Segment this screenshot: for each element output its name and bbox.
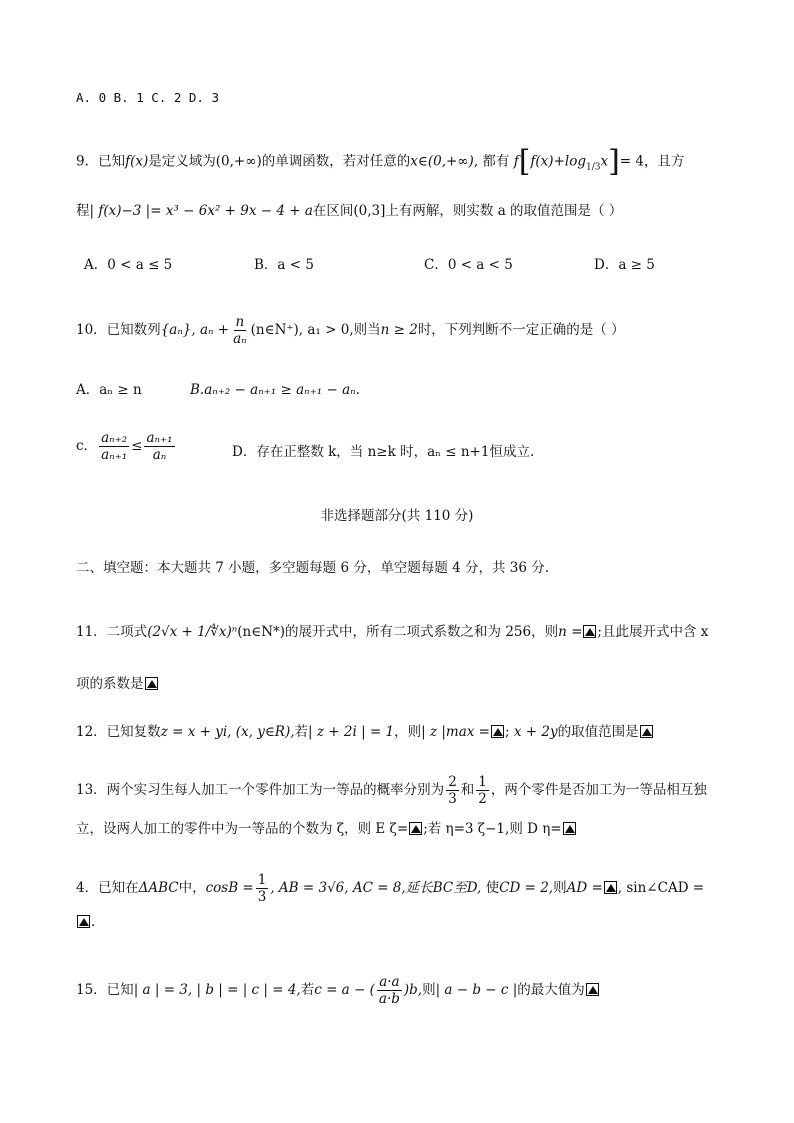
q10-option-c [76,430,177,463]
q8-options: A. 0 B. 1 C. 2 D. 3 [76,90,219,105]
q10-c-num2: aₙ₊₁ [146,430,173,446]
q14-text-d: 使 [481,880,500,896]
q15-c-def: c = a − ( [314,982,375,998]
q9-inner-expr: f(x)+log [530,153,586,170]
q10-c-num1: aₙ₊₂ [101,430,128,446]
q12-zmax: | z |max = [421,724,490,740]
q12-z: z = x + yi, (x, y∈R), [160,724,295,740]
q14-text-a: 4．已知在 [76,880,139,896]
answer-blank-icon[interactable] [145,677,158,690]
q15-expr: | a − b − c | [435,982,518,998]
section-title: 非选择题部分(共 110 分) [320,508,474,524]
q15-c-def-end: )b, [403,982,423,998]
q10-frac-num: n [235,314,245,330]
q14-end: . [91,914,96,930]
q13-text-d: ;若 η=3 ζ−1,则 D η= [423,821,562,837]
q10-frac-den: aₙ [233,331,247,347]
answer-blank-icon[interactable] [409,822,422,835]
q10-seq: {aₙ} [160,322,192,338]
answer-blank-icon[interactable] [640,725,653,738]
q14-line2 [76,912,95,932]
q9-line1: 9．已知f(x)是定义域为(0,+∞)的单调函数，若对任意的x∈(0,+∞), 都有 $f[f(x)+\log_{1/3}x]= 4$，且方 [76,144,685,179]
q12-cond: | z + 2i | = 1 [308,724,395,740]
q9-text-h: 上有两解，则实数 a 的取值范围是（ ） [385,203,623,219]
q9-text-d: , 都有 [473,153,510,170]
q14-cos-num: 1 [257,872,267,888]
q12-text-c: ，则 [394,724,422,740]
q13-text-b: ，两个零件是否加工为一等品相互独 [490,782,707,798]
q15-text-a: 15．已知 [76,982,134,998]
q10-text-a: 10．已知数列 [76,322,161,338]
q12-text-e: 的取值范围是 [557,724,639,740]
answer-blank-icon[interactable] [604,881,617,894]
q13-p1-num: 2 [448,774,457,790]
q12-text-b: 若 [294,724,309,740]
answer-blank-icon[interactable] [563,822,576,835]
q15-frac-num: a·a [379,974,400,990]
q10-option-b: B.aₙ₊₂ − aₙ₊₁ ≥ aₙ₊₁ − aₙ. [190,382,360,398]
q14-text-b: 中， [178,880,206,896]
q9-text-g: 在区间 [312,203,354,219]
answer-blank-icon[interactable] [491,725,504,738]
q10-option-d: D．存在正整数 k，当 n≥k 时，aₙ ≤ n+1恒成立. [232,444,535,460]
q12-text-a: 12．已知复数 [76,724,161,740]
q9-fx: f(x) [125,153,149,170]
q10-cond: n ≥ 2 [380,322,418,338]
q9-equation: | f(x)−3 |= x³ − 6x² + 9x − 4 + a [89,203,313,219]
q14-cd: CD = 2, [499,880,554,896]
answer-blank-icon[interactable] [77,915,90,928]
q9-option-c: C．0 < a < 5 [424,257,513,273]
q11-cond: (n∈N*) [237,624,286,640]
q11-line1 [76,622,708,642]
q11-expr: (2√x + 1/∜x)ⁿ [147,624,238,640]
q14-bc: BC至D, [432,880,482,896]
q15-text-b: 若 [300,982,315,998]
q9-eq4: = 4 [619,153,644,170]
q13-p2-den: 2 [478,791,487,807]
q14-text-f: , [617,880,623,896]
q11-text-c: ;且此展开式中含 x [597,624,709,640]
q9-option-d: D．a ≥ 5 [594,257,655,273]
q14-sin: sin∠CAD = [626,880,705,896]
q13-p1-den: 3 [448,791,457,807]
q10-c-le: ≤ [131,438,143,454]
q9-text-c: 的单调函数，若对任意的 [261,153,411,170]
q11-line2 [76,674,159,694]
q14-text-c: , AB = 3√6, AC = 8,延长 [270,880,433,896]
q9-log-base: 1/3 [585,162,601,173]
q9-log-arg: x [600,153,609,170]
q13-line1 [76,774,707,807]
answer-blank-icon[interactable] [583,625,596,638]
q10-c-den2: aₙ [152,447,167,463]
q9-interval: (0,3] [353,203,386,219]
q9-x-in: x∈(0,+∞) [410,153,474,170]
q12-text-d: ; [504,724,510,740]
q9-text-f: 程 [76,203,90,219]
q14-tri: ΔABC [138,880,179,896]
q14-ad: AD = [566,880,603,896]
q9-domain: (0,+∞) [215,153,262,170]
q15-line [76,974,600,1007]
q12-expr: x + 2y [513,724,558,740]
q10-stem [76,314,625,347]
answer-blank-icon[interactable] [586,983,599,996]
q11-text-a: 11．二项式 [76,624,148,640]
q10-c-den1: aₙ₊₁ [101,447,128,463]
q14-text-e: 则 [553,880,567,896]
q15-text-d: 则 [422,982,436,998]
q11-text-d: 项的系数是 [76,676,144,692]
q13-text-c: 立，设两人加工的零件中为一等品的个数为 ζ，则 E ζ= [76,821,409,837]
q9-text-b: 是定义域为 [148,153,216,170]
q10-text-b: , aₙ + [191,322,230,338]
q10-text-c: (n∈N⁺), a₁ > 0,则当 [250,322,381,338]
q13-line2 [76,819,577,839]
q14-line1 [76,872,704,905]
q9-option-a: A．0 < a ≤ 5 [84,257,173,273]
q13-and: 和 [460,782,475,798]
q10-option-c-label: c． [76,438,98,454]
q15-frac-den: a·b [378,991,400,1007]
q15-cond: | a | = 3, | b | = | c | = 4, [133,982,301,998]
q9-text-a: 9．已知 [76,153,126,170]
q10-option-a: A．aₙ ≥ n [76,382,142,398]
q12-line [76,722,654,742]
q14-cos-den: 3 [257,889,267,905]
part2-heading: 二、填空题：本大题共 7 小题，多空题每题 6 分，单空题每题 4 分，共 36 分. [76,560,550,576]
q11-text-b: 的展开式中，所有二项式系数之和为 256，则 [285,624,559,640]
q15-text-e: 的最大值为 [517,982,585,998]
q13-text-a: 13．两个实习生每人加工一个零件加工为一等品的概率分别为 [76,782,445,798]
q9-option-b: B．a < 5 [254,257,314,273]
q9-text-e: ，且方 [644,153,685,170]
q14-cosb: cosB = [205,880,254,896]
q9-line2 [76,201,622,221]
q11-n-eq: n = [558,624,583,640]
q13-p2-num: 1 [478,774,487,790]
q10-text-d: 时，下列判断不一定正确的是（ ） [417,322,625,338]
